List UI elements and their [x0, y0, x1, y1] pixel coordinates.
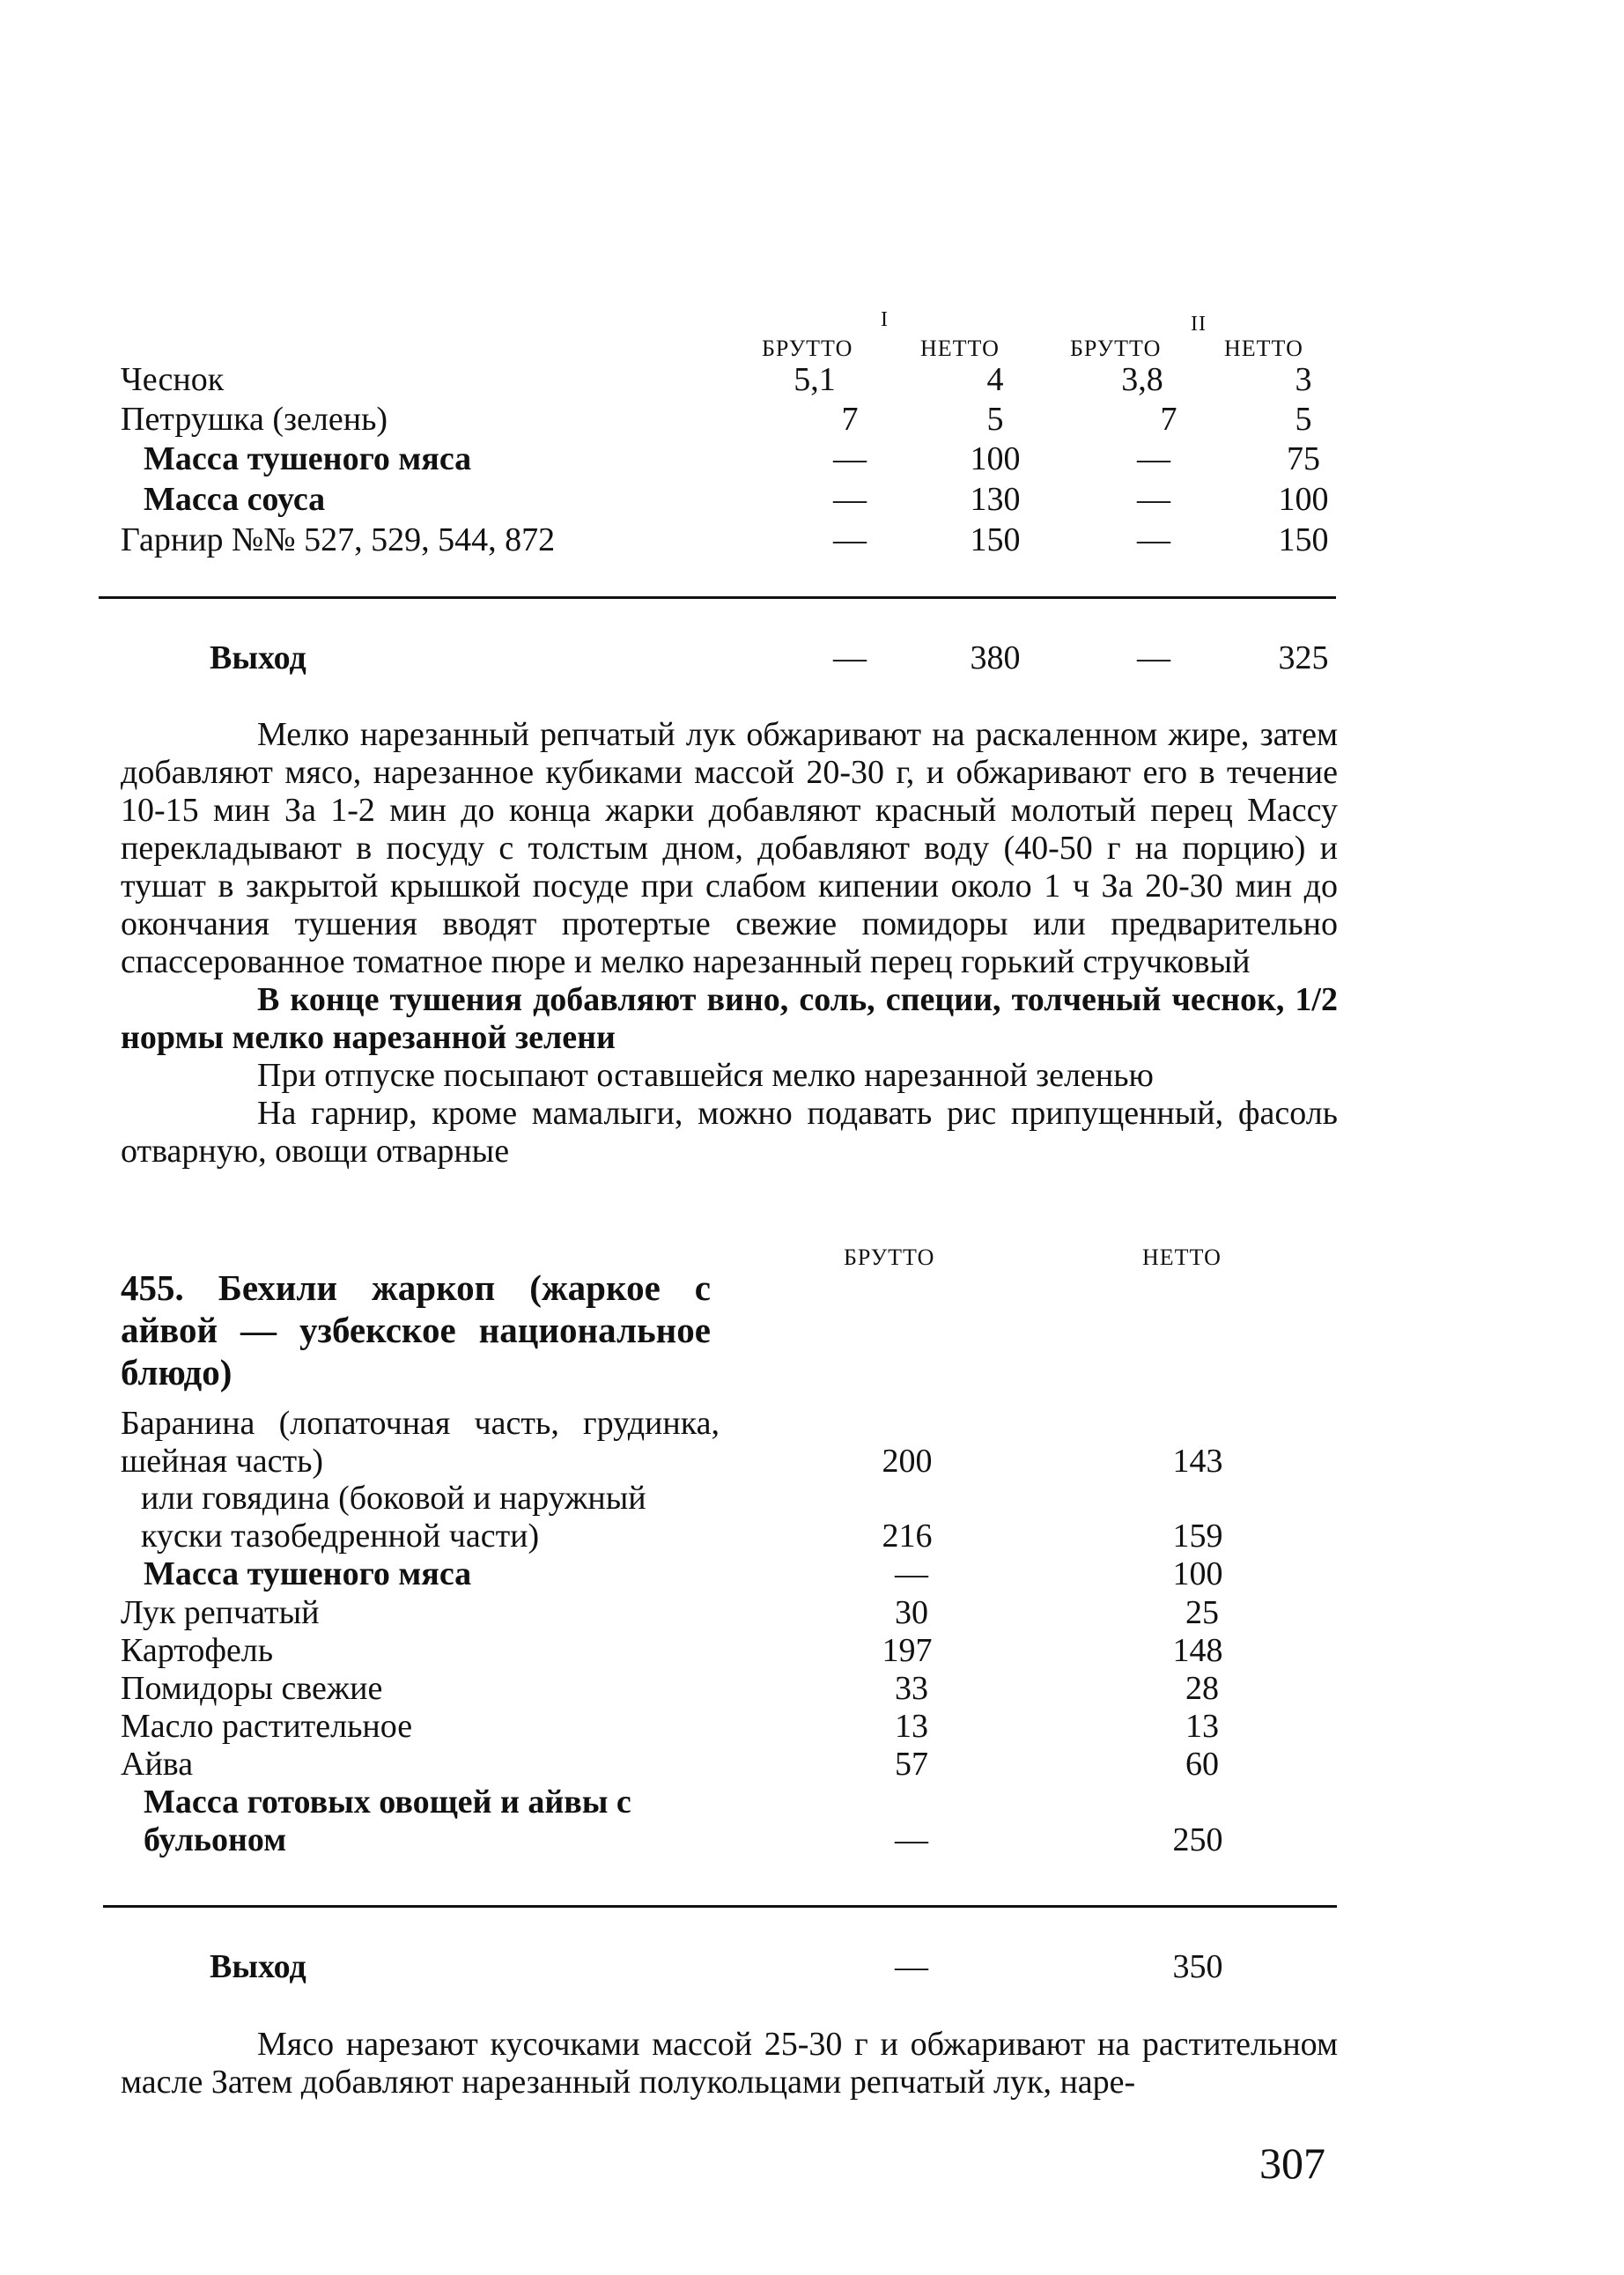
row-name: Масса соуса [144, 481, 326, 518]
yield-netto: 350 [1172, 1948, 1223, 1985]
col-brutto: БРУТТО [844, 1245, 935, 1270]
row-netto-2: 3 [1295, 361, 1312, 398]
ingredient-netto: 143 [1172, 1443, 1223, 1480]
row-name: Чеснок [121, 361, 225, 398]
row-netto-1: 100 [970, 440, 1021, 477]
group-1-label: I [881, 308, 889, 331]
table-rule [99, 596, 1336, 599]
row-name: Гарнир №№ 527, 529, 544, 872 [121, 521, 556, 558]
yield-brutto: — [895, 1948, 928, 1985]
paragraph: Мясо нарезают кусочками массой 25-30 г и обжаривают на растительном масле Затем добавляют нарезанный полукольцами репчатый лук, наре- [121, 2026, 1338, 2101]
paragraph: Мелко нарезанный репчатый лук обжаривают на раскаленном жире, затем добавляют мясо, нарезанное кубиками массой 20-30 г, и обжаривают его в течение 10-15 мин За 1-2 мин до конца жарки добавляют красный молотый перец Массу перекладывают в посуду с толстым дном, добавляют воду (40-50 г на порцию) и тушат в закрытой крышкой посуде при слабом кипении около 1 ч За 20-30 мин до окончания тушения вводят протертые свежие помидоры или предварительно спассерованное томатное пюре и мелко нарезанный перец горький стручковый [121, 716, 1338, 980]
ingredient-netto: 250 [1172, 1821, 1223, 1858]
col-brutto-1: БРУТТО [762, 336, 853, 361]
ingredient-netto: 100 [1172, 1555, 1223, 1592]
row-brutto-2: 7 [1160, 401, 1177, 438]
ingredient-name: Айва [121, 1746, 194, 1783]
ingredient-netto: 60 [1185, 1746, 1219, 1783]
ingredient-brutto: 200 [882, 1443, 933, 1480]
ingredient-netto: 148 [1172, 1632, 1223, 1669]
row-netto-1: 130 [970, 481, 1021, 518]
row-name: Масса тушеного мяса [144, 440, 472, 477]
table-rule [103, 1905, 1337, 1908]
row-brutto-1: — [833, 521, 867, 558]
col-netto-2: НЕТТО [1224, 336, 1303, 361]
ingredient-brutto: 13 [895, 1708, 928, 1745]
ingredient-name: Лук репчатый [121, 1594, 320, 1631]
row-name: Петрушка (зелень) [121, 401, 388, 438]
ingredient-name: Баранина (лопаточная часть, грудинка, шейная часть) [121, 1405, 720, 1480]
row-netto-1: 150 [970, 521, 1021, 558]
ingredient-brutto: 216 [882, 1518, 933, 1555]
row-brutto-1: — [833, 440, 867, 477]
row-brutto-2: — [1137, 521, 1170, 558]
row-brutto-2: 3,8 [1121, 361, 1163, 398]
ingredient-netto: 13 [1185, 1708, 1219, 1745]
row-netto-2: 5 [1295, 401, 1312, 438]
yield-netto-1: 380 [970, 639, 1021, 676]
yield-netto-2: 325 [1278, 639, 1329, 676]
ingredient-brutto: 197 [882, 1632, 933, 1669]
row-brutto-2: — [1137, 440, 1170, 477]
row-netto-2: 100 [1278, 481, 1329, 518]
row-netto-1: 5 [986, 401, 1004, 438]
page-number: 307 [1259, 2138, 1325, 2188]
ingredient-brutto: 30 [895, 1594, 928, 1631]
col-brutto-2: БРУТТО [1070, 336, 1162, 361]
paragraph: При отпуске посыпают оставшейся мелко нарезанной зеленью [257, 1057, 1154, 1094]
ingredient-name: Масло растительное [121, 1708, 413, 1745]
row-brutto-2: — [1137, 481, 1170, 518]
ingredient-brutto: 57 [895, 1746, 928, 1783]
ingredient-name: Помидоры свежие [121, 1670, 383, 1707]
recipe-title: 455. Бехили жаркоп (жаркое с айвой — узбекское национальное блюдо) [121, 1267, 711, 1392]
ingredient-brutto: — [895, 1555, 928, 1592]
yield-brutto-1: — [833, 639, 867, 676]
yield-label: Выход [210, 639, 306, 676]
row-netto-1: 4 [986, 361, 1004, 398]
row-netto-2: 150 [1278, 521, 1329, 558]
instructions-text [121, 716, 1338, 1171]
group-2-label: II [1191, 313, 1207, 336]
ingredient-name: Масса готовых овощей и айвы с бульоном [144, 1784, 631, 1858]
col-netto: НЕТТО [1142, 1245, 1222, 1270]
ingredient-netto: 25 [1185, 1594, 1219, 1631]
instructions-text [121, 2026, 1338, 2101]
yield-label: Выход [210, 1948, 306, 1985]
row-brutto-1: 7 [841, 401, 859, 438]
paragraph: В конце тушения добавляют вино, соль, специи, толченый чеснок, 1/2 нормы мелко нарезанной зелени [121, 981, 1338, 1056]
ingredient-netto: 159 [1172, 1518, 1223, 1555]
paragraph: На гарнир, кроме мамалыги, можно подавать рис припущенный, фасоль отварную, овощи отварные [121, 1095, 1338, 1170]
row-netto-2: 75 [1287, 440, 1320, 477]
col-netto-1: НЕТТО [920, 336, 1000, 361]
ingredient-brutto: — [895, 1821, 928, 1858]
ingredient-name: Картофель [121, 1632, 274, 1669]
row-brutto-1: — [833, 481, 867, 518]
ingredient-name: Масса тушеного мяса [144, 1555, 472, 1592]
ingredient-name: или говядина (боковой и наружный куски тазобедренной части) [141, 1480, 646, 1555]
yield-brutto-2: — [1137, 639, 1170, 676]
ingredient-brutto: 33 [895, 1670, 928, 1707]
ingredient-netto: 28 [1185, 1670, 1219, 1707]
row-brutto-1: 5,1 [794, 361, 836, 398]
